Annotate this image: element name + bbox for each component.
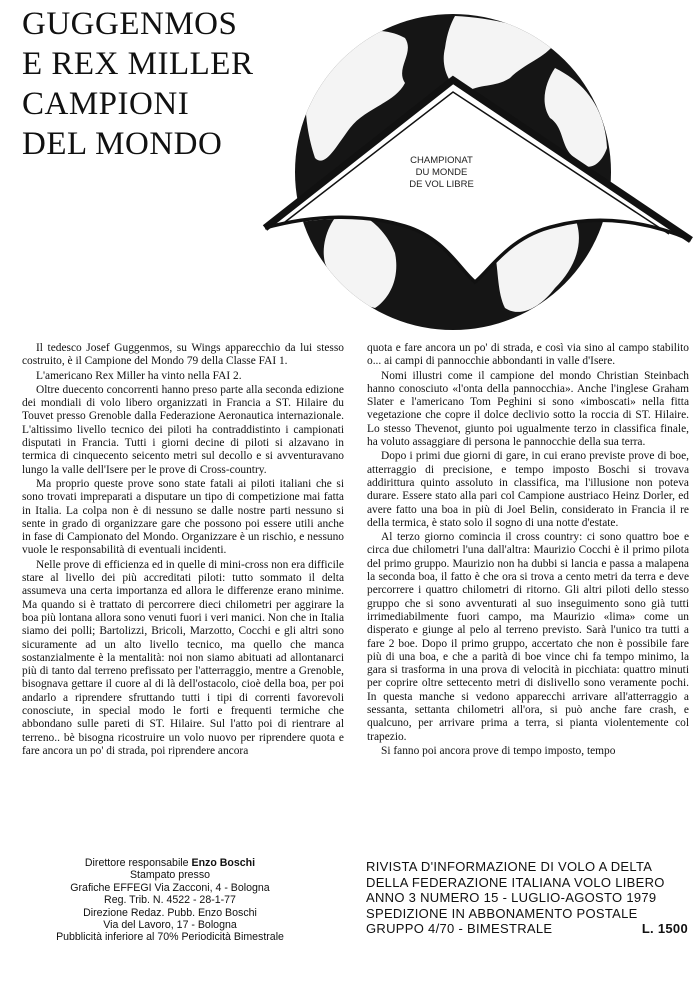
article-paragraph: L'americano Rex Miller ha vinto nella FAI 2.	[36, 369, 242, 382]
logo-caption-line: DU MONDE	[415, 167, 468, 178]
article-paragraph: quota e fare ancora un po' di strada, e così via sino al campo stabilito o... ai campi di pannocchie abbondanti in valle d'Isere.	[367, 342, 689, 368]
imprint	[22, 857, 318, 944]
headline-line: CAMPIONI	[22, 86, 190, 122]
director-name: Enzo Boschi	[191, 857, 256, 869]
imprint-line: Direzione Redaz. Pubb. Enzo Boschi	[83, 906, 257, 919]
logo-caption	[389, 155, 494, 191]
article-paragraph: Oltre duecento concorrenti hanno preso parte alla seconda edizione dei mondiali di volo libero organizzati in Francia a ST. Hilaire du Touvet presso Grenoble dalla Federazione Aeronautica internazionale. L'altissimo livello tecnico dei piloti ha contraddistinto i campionati disputati in Francia. Tutti i giorni decine di piloti si alzavano in termica di cinquecento seicento metri sul decollo e si avventuravano lungo la valle dell'Isere per le prove di Cross-country.	[22, 383, 344, 476]
director-label: Direttore responsabile	[84, 857, 192, 869]
article-column-right	[367, 342, 689, 759]
masthead-line: SPEDIZIONE IN ABBONAMENTO POSTALE	[366, 905, 638, 921]
masthead-line: ANNO 3 NUMERO 15 - LUGLIO-AGOSTO 1979	[366, 890, 657, 906]
headline-line: E REX MILLER	[22, 46, 254, 82]
article-column-left	[22, 342, 344, 759]
article-paragraph: Ma proprio queste prove sono state fatali ai piloti italiani che si sono trovati impreparati a disputare un tipo di competizione mai fatta in Italia. La colpa non è di nessuno se dalle nostre parti nessuno si sente in grado di organizzare gare che possono poi essere utili anche in fase di Campionato del Mondo. Organizzare è un rischio, e nessuno vuole le responsabilità di eventuali incidenti.	[22, 477, 344, 557]
masthead	[366, 859, 688, 937]
imprint-line: Stampato presso	[129, 869, 211, 882]
article-paragraph: Nomi illustri come il campione del mondo Christian Steinbach hanno conosciuto «l'onta della pannocchia». Anche l'inglese Graham Slater e l'americano Tom Peghini si sono «imboscati» nella fitta vegetazione che copre il dolce declivio sotto la roccia di ST. Hilaire. Lo stesso Thevenot, giunto poi ugualmente terzo in classifica finale, ha voluto assaggiare di persona le pannocchie della sua terra.	[367, 369, 689, 449]
masthead-line: DELLA FEDERAZIONE ITALIANA VOLO LIBERO	[366, 874, 665, 890]
imprint-line: Grafiche EFFEGI Via Zacconi, 4 - Bologna	[70, 881, 270, 894]
price: L. 1500	[641, 921, 688, 937]
masthead-line: RIVISTA D'INFORMAZIONE DI VOLO A DELTA	[366, 859, 653, 874]
logo-caption-line: DE VOL LIBRE	[409, 179, 474, 190]
masthead-group: GRUPPO 4/70 - BIMESTRALE	[366, 921, 553, 937]
headline-line: DEL MONDO	[22, 126, 223, 162]
imprint-line: Via del Lavoro, 17 - Bologna	[103, 919, 237, 932]
imprint-line: Reg. Trib. N. 4522 - 28-1-77	[104, 894, 236, 907]
article-paragraph: Il tedesco Josef Guggenmos, su Wings apparecchio da lui stesso costruito, è il Campione del Mondo 79 della Classe FAI 1.	[22, 342, 344, 368]
article-paragraph: Dopo i primi due giorni di gare, in cui erano previste prove di boe, atterraggio di precisione, e tempo imposto Boschi si trovava addirittura quinto assoluto in classifica, ma l'illusione non poteva durare. Essere stato alla pari col Campione austriaco Heinz Dorler, ed avere fatto una boa in più di Joel Belin, considerato in Francia il re della termica, è stato solo il sogno di una notte d'estate.	[367, 450, 689, 529]
article-paragraph: Al terzo giorno comincia il cross country: ci sono quattro boe e circa due chilometri l'una dall'altra: Maurizio Cocchi è il primo pilota del primo gruppo. Maurizio non ha dubbi si lancia e passa a malapena la seconda boa, il fatto è che ora si trova a cento metri da terra e deve percorrere i quattro chilometri di ritorno. Gli altri piloti dello stesso gruppo che si sono avventurati al suo inseguimento sono già tutti irrimediabilmente fuori campo, ma Maurizio «lima» come un disperato e giunge al pelo al terreno previsto. Sarà l'unico tra tutti a fare 2 boe. Dopo il primo gruppo, accertato che non è possibile fare più di una boa, e che a parità di boe vince chi fa tempo minimo, la gara si trasforma in una prova di velocità in picchiata: quattro minuti per coprire oltre settecento metri di dislivello sono veramente pochi. In questa manche si vedono apparecchi arrivare all'atterraggio a sessanta, settanta chilometri all'ora, si può anche fare crash, e qualcuno, per arrivare prima a terra, si pianta violentemente col trapezio.	[367, 531, 689, 743]
imprint-director	[22, 857, 318, 869]
logo-caption-line: CHAMPIONAT	[410, 155, 473, 166]
headline-line: GUGGENMOS	[22, 6, 238, 42]
masthead-last-line	[366, 921, 688, 937]
article-paragraph: Nelle prove di efficienza ed in quelle di mini-cross non era difficile stare al livello dei più accreditati piloti: tutto sommato il delta assumeva una certa importanza ed allora le differenze erano minime. Ma quando si è trattato di percorrere dieci chilometri per aggirare la boa più lontana allora sono venuti fuori i veri manici. Non che in Italia siamo dei polli; Bartolizzi, Bricoli, Marzotto, Cocchi e gli altri sono sicuramente ad un alto livello tecnico, ma quello che manca sostanzialmente è la mentalità: noi non siamo abituati ad allontanarci più di tanto dal terreno prefissato per l'atterraggio, mentre a Grenoble, bisognava gettare il cuore al di là dell'ostacolo, cioè della boa, per poi andarlo a riprendere sfruttando tutti i tipi di correnti favorevoli conosciute, in special modo le forti e frequenti termiche che abbondano sulle pareti di ST. Hilaire. Sul l'atto poi di rientrare al terreno.. bè bisogna ricostruire un volo nuovo per riprendere quota e fare ancora un po' di strada, poi riprendere ancora	[22, 558, 345, 757]
imprint-line: Pubblicità inferiore al 70% Periodicità Bimestrale	[56, 931, 284, 944]
article-paragraph: Si fanno poi ancora prove di tempo imposto, tempo	[381, 744, 616, 757]
